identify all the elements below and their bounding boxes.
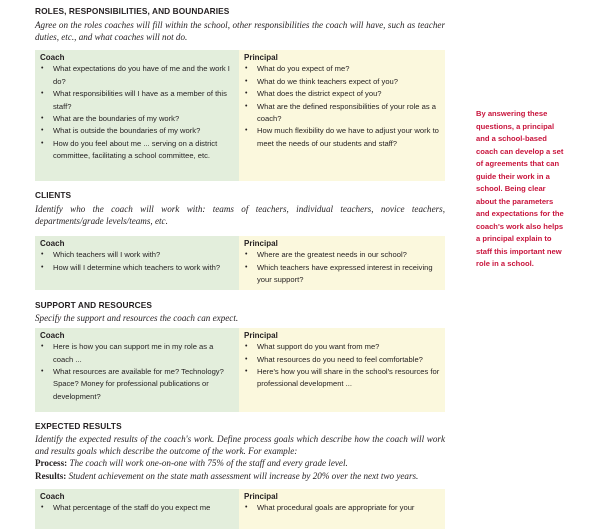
coach-header: Coach <box>40 53 65 63</box>
results-example <box>35 470 445 482</box>
list-item: • Here is how you can support me in my role as a coach ... <box>40 341 234 366</box>
list-item: • Here's how you will share in the school's resources for professional development ... <box>244 366 440 391</box>
coach-header: Coach <box>40 491 65 501</box>
list-item: • Which teachers will I work with? <box>40 249 234 261</box>
list-item: • What are the defined responsibilities of your role as a coach? <box>244 101 440 126</box>
principal-column <box>239 489 445 529</box>
principal-column <box>239 50 445 181</box>
process-example <box>35 457 445 469</box>
section-clients <box>35 190 445 290</box>
results-text: Student achievement on the state math assessment will increase by 20% over the next two years. <box>68 470 419 481</box>
list-item: • What responsibilities will I have as a member of this staff? <box>40 88 234 113</box>
principal-header: Principal <box>244 239 278 249</box>
list-item: • What do you expect of me? <box>244 63 440 75</box>
principal-header: Principal <box>244 491 278 501</box>
coach-column <box>35 489 239 529</box>
question-table <box>35 489 445 529</box>
principal-column <box>239 236 445 290</box>
section-intro: Identify the expected results of the coach's work. Define process goals which describe how the coach will work and results goals which describe the outcome of the work. For example: <box>35 434 445 457</box>
section-results <box>35 421 445 529</box>
coach-column <box>35 236 239 290</box>
section-heading: CLIENTS <box>35 190 72 200</box>
section-roles <box>35 6 445 181</box>
section-intro: Identify who the coach will work with: teams of teachers, individual teachers, novice teachers, departments/grade levels/teams, etc. <box>35 204 445 227</box>
list-item: • How much flexibility do we have to adjust your work to meet the needs of our students and staff? <box>244 125 440 150</box>
sidebar-pullquote: By answering these questions, a principal and a school-based coach can develop a set of agreements that can guide their work in a school. Being clear about the parameters and expectations for the coach's work also helps a principal explain to staff this important new role in a school. <box>476 109 564 268</box>
coach-header: Coach <box>40 331 65 341</box>
section-heading: EXPECTED RESULTS <box>35 421 122 431</box>
list-item: • What percentage of the staff do you expect me <box>40 502 234 514</box>
list-item: • What do we think teachers expect of you? <box>244 76 440 88</box>
list-item: • What resources do you need to feel comfortable? <box>244 354 440 366</box>
section-intro: Specify the support and resources the coach can expect. <box>35 313 239 323</box>
list-item: • What support do you want from me? <box>244 341 440 353</box>
list-item: • What are the boundaries of my work? <box>40 113 234 125</box>
list-item: • How will I determine which teachers to work with? <box>40 262 234 274</box>
list-item: • What resources are available for me? Technology? Space? Money for professional publications or development? <box>40 366 234 403</box>
list-item: • Where are the greatest needs in our school? <box>244 249 440 261</box>
list-item: • What is outside the boundaries of my work? <box>40 125 234 137</box>
list-item: • What does the district expect of you? <box>244 88 440 100</box>
question-table <box>35 328 445 412</box>
process-label: Process: <box>35 458 68 469</box>
list-item: • What expectations do you have of me and the work I do? <box>40 63 234 88</box>
coach-column <box>35 328 239 412</box>
principal-header: Principal <box>244 331 278 341</box>
section-heading: ROLES, RESPONSIBILITIES, AND BOUNDARIES <box>35 6 230 16</box>
list-item: • Which teachers have expressed interest in receiving your support? <box>244 262 440 287</box>
principal-column <box>239 328 445 412</box>
question-table <box>35 236 445 290</box>
coach-header: Coach <box>40 239 65 249</box>
coach-column <box>35 50 239 181</box>
list-item: • How do you feel about me ... serving on a district committee, facilitating a school committee, etc. <box>40 138 234 163</box>
results-label: Results: <box>35 470 67 481</box>
principal-header: Principal <box>244 53 278 63</box>
section-support <box>35 300 445 412</box>
list-item: • What procedural goals are appropriate for your <box>244 502 440 514</box>
process-text: The coach will work one-on-one with 75% of the staff and every grade level. <box>69 458 348 469</box>
section-intro: Agree on the roles coaches will fill within the school, other responsibilities the coach will have, such as teacher duties, etc., and what coaches will not do. <box>35 20 445 43</box>
section-heading: SUPPORT AND RESOURCES <box>35 300 153 310</box>
question-table <box>35 50 445 181</box>
